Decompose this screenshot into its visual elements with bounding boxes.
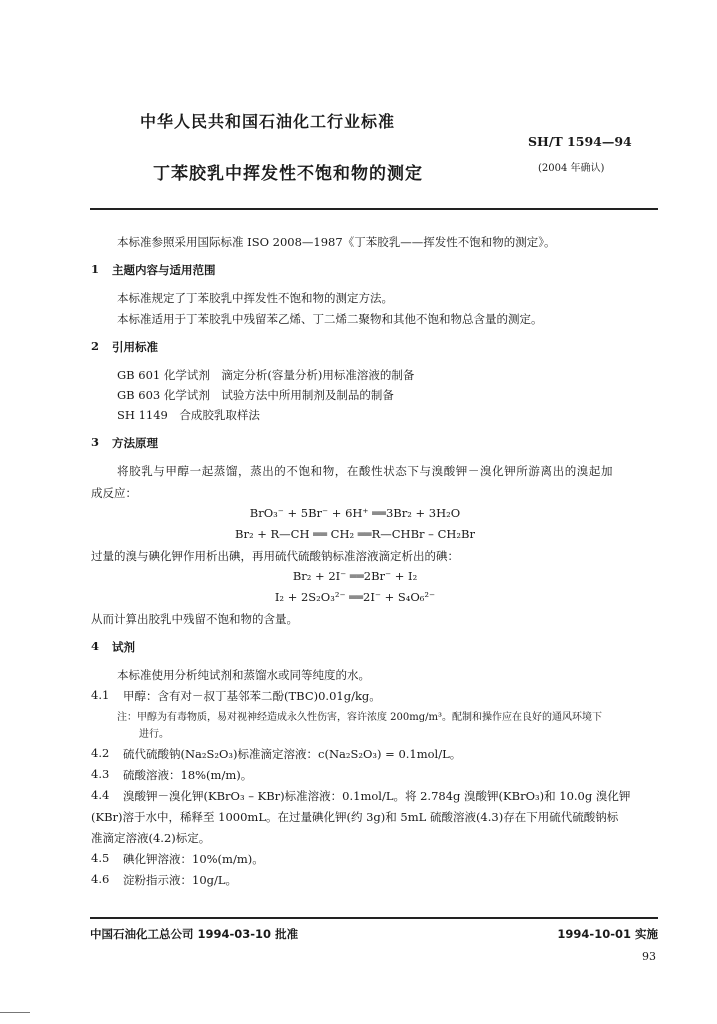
document-title: 丁苯胶乳中挥发性不饱和物的测定 <box>153 164 423 184</box>
item-text-cont: 准滴定溶液(4.2)标定。 <box>91 831 211 845</box>
sec3-para-2: 过量的溴与碘化钾作用析出碘，再用硫代硫酸钠标准溶液滴定析出的碘： <box>91 549 459 563</box>
item-text: 淀粉指示液：10g/L。 <box>123 873 238 887</box>
item-number: 4.5 <box>91 851 110 865</box>
sec1-para-2: 本标准适用于丁苯胶乳中残留苯乙烯、丁二烯二聚物和其他不饱和物总含量的测定。 <box>117 312 543 326</box>
page-number: 93 <box>642 950 656 963</box>
item-text: 硫酸溶液：18%(m/m)。 <box>123 768 253 782</box>
item-number: 4.2 <box>91 746 110 760</box>
intro-text: 本标准参照采用国际标准 ISO 2008—1987《丁苯胶乳——挥发性不饱和物的测定》。 <box>117 235 556 249</box>
org-standard-title: 中华人民共和国石油化工行业标准 <box>140 112 396 131</box>
item-number: 4.4 <box>91 788 110 802</box>
header-rule <box>90 208 658 210</box>
sec3-number: 3 <box>91 435 100 449</box>
equation-4: I₂ + 2S₂O₃²⁻ ══2I⁻ + S₄O₆²⁻ <box>274 590 436 604</box>
sec4-number: 4 <box>91 639 100 653</box>
reference-item: GB 603 化学试剂 试验方法中所用制剂及制品的制备 <box>117 388 394 402</box>
item-text: 碘化钾溶液：10%(m/m)。 <box>123 852 264 866</box>
item-text-cont: (KBr)溶于水中，稀释至 1000mL。在过量碘化钾(约 3g)和 5mL 硫酸溶液(4.3)存在下用硫代硫酸钠标 <box>91 810 619 824</box>
item-number: 4.1 <box>91 688 110 702</box>
sec1-title: 主题内容与适用范围 <box>112 263 216 277</box>
item-number: 4.3 <box>91 767 110 781</box>
sec3-title: 方法原理 <box>112 436 158 450</box>
footer-rule <box>90 917 658 919</box>
reconfirm-note: (2004 年确认) <box>538 163 605 174</box>
implementation-date: 1994-10-01 实施 <box>557 927 658 941</box>
standard-code: SH/T 1594—94 <box>528 134 632 149</box>
item-text: 硫代硫酸钠(Na₂S₂O₃)标准滴定溶液：c(Na₂S₂O₃) = 0.1mol/L。 <box>123 747 462 761</box>
sec1-number: 1 <box>91 262 100 276</box>
item-number: 4.6 <box>91 872 110 886</box>
item-text: 溴酸钾－溴化钾(KBrO₃ – KBr)标准溶液：0.1mol/L。将 2.784g 溴酸钾(KBrO₃)和 10.0g 溴化钾 <box>123 789 631 803</box>
reference-item: GB 601 化学试剂 滴定分析(容量分析)用标准溶液的制备 <box>117 368 415 382</box>
sec4-intro: 本标准使用分析纯试剂和蒸馏水或同等纯度的水。 <box>117 668 370 682</box>
sec3-para-3: 从而计算出胶乳中残留不饱和物的含量。 <box>91 612 298 626</box>
item-text: 甲醇：含有对－叔丁基邻苯二酚(TBC)0.01g/kg。 <box>123 689 381 703</box>
sec3-para-1b: 成反应： <box>91 486 137 500</box>
sec3-para-1a: 将胶乳与甲醇一起蒸馏，蒸出的不饱和物，在酸性状态下与溴酸钾－溴化钾所游离出的溴起加 <box>117 464 614 478</box>
note-text: 注：甲醇为有毒物质，易对视神经造成永久性伤害，容许浓度 200mg/m³。配制和操作应在良好的通风环境下 <box>117 712 603 723</box>
sec2-number: 2 <box>91 339 100 353</box>
note-text-cont: 进行。 <box>139 729 169 740</box>
scan-artifact <box>0 1012 30 1013</box>
equation-3: Br₂ + 2I⁻ ══2Br⁻ + I₂ <box>292 569 418 583</box>
equation-2: Br₂ + R—CH ══ CH₂ ══R—CHBr – CH₂Br <box>235 527 475 541</box>
sec1-para-1: 本标准规定了丁苯胶乳中挥发性不饱和物的测定方法。 <box>117 291 393 305</box>
reference-item: SH 1149 合成胶乳取样法 <box>117 408 260 422</box>
approval-line: 中国石油化工总公司 1994-03-10 批准 <box>90 927 299 941</box>
sec4-title: 试剂 <box>112 640 135 654</box>
sec2-title: 引用标准 <box>112 340 158 354</box>
equation-1: BrO₃⁻ + 5Br⁻ + 6H⁺ ══3Br₂ + 3H₂O <box>249 506 461 520</box>
